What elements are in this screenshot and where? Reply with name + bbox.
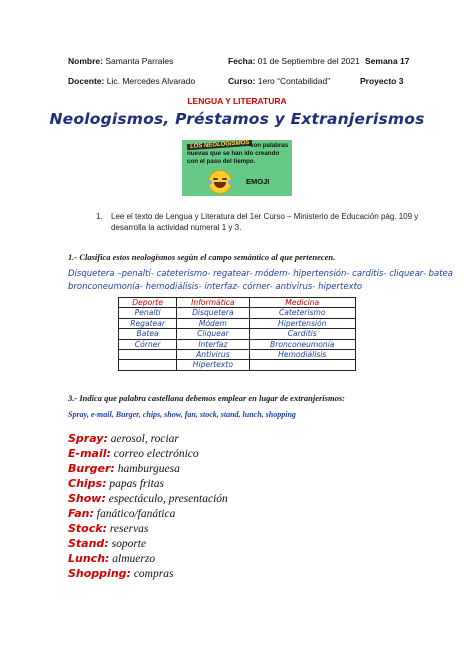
definition-item [68, 506, 175, 522]
table-cell [119, 360, 177, 370]
table-row [119, 339, 356, 349]
extranjerismos-list: Spray, e-mail, Burger, chips, show, fan, stock, stand, lunch, shopping [68, 410, 296, 419]
table-cell: Cliquear [177, 329, 249, 339]
emoji-label: EMOJI [246, 177, 270, 186]
instruction-line-1: Lee el texto de Lengua y Literatura del 1er Curso – Ministerio de Educación pág. 109 y [111, 212, 419, 221]
header-medicina: Medicina [249, 298, 355, 308]
definition-term: Show: [68, 492, 106, 505]
definition-term: Chips: [68, 477, 107, 490]
table-cell: Bronconeumonía [249, 339, 355, 349]
table-cell: Hemodiálisis [249, 350, 355, 360]
word-list-line-1: Disquetera –penalti- cateterismo- regatear- módem- hipertensión- carditis- cliquear- batea [68, 269, 453, 279]
definition-term: Fan: [68, 507, 94, 520]
definition-item [68, 536, 146, 552]
course-label: Curso: [228, 76, 256, 86]
laughing-emoji-icon [208, 170, 232, 194]
definition-value: almuerzo [109, 553, 156, 565]
date-label: Fecha: [228, 56, 256, 66]
definition-item [68, 431, 179, 447]
definition-item [68, 461, 180, 477]
image-text-1: son palabras [250, 142, 289, 149]
definition-item [68, 521, 148, 537]
table-row [119, 318, 356, 328]
definition-item [68, 566, 173, 582]
header-deporte: Deporte [119, 298, 177, 308]
date-value: 01 de Septiembre del 2021 [257, 56, 360, 66]
teacher [68, 76, 195, 86]
image-ribbon: LOS NEOLOGISMOS [187, 140, 253, 150]
date [228, 56, 360, 66]
table-cell: Penalti [119, 308, 177, 318]
instruction-line-2: desarrolla la actividad numeral 1 y 3. [111, 223, 242, 232]
definition-value: correo electrónico [110, 448, 199, 460]
word-list-line-2: bronconeumonía- hemodiálisis- interfaz- córner- antivirus- hipertexto [68, 282, 363, 292]
image-text-3: con el paso del tiempo. [187, 158, 256, 165]
table-cell: Córner [119, 339, 177, 349]
image-text-2: nuevas que se han ido creando [187, 150, 280, 157]
definition-item [68, 491, 228, 507]
table-row [119, 329, 356, 339]
week-label: Semana 17 [365, 56, 410, 66]
course [228, 76, 330, 86]
table-row [119, 350, 356, 360]
definition-value: papas fritas [106, 478, 165, 490]
question-1: 1.- Clasifica estos neologismos según el campo semántico al que pertenecen. [68, 252, 336, 262]
subject-heading: LENGUA Y LITERATURA [187, 96, 287, 106]
instruction-number: 1. [96, 212, 103, 221]
table-cell: Antivirus [177, 350, 249, 360]
neologisms-image [182, 140, 292, 196]
name-label: Nombre: [68, 56, 103, 66]
definition-item [68, 551, 155, 567]
definition-term: Spray: [68, 432, 108, 445]
table-cell: Hipertexto [177, 360, 249, 370]
table-cell: Interfaz [177, 339, 249, 349]
table-cell [249, 360, 355, 370]
definition-value: fanático/fanática [93, 508, 176, 520]
definition-term: Stock: [68, 522, 107, 535]
teacher-label: Docente: [68, 76, 105, 86]
definition-value: soporte [108, 538, 147, 550]
table-cell: Disquetera [177, 308, 249, 318]
name-value: Samanta Parrales [105, 56, 174, 66]
question-3: 3.- Indica que palabra castellana debemos emplear en lugar de extranjerismos: [68, 393, 345, 403]
definition-term: Burger: [68, 462, 115, 475]
definition-term: Stand: [68, 537, 109, 550]
table-cell: Carditis [249, 329, 355, 339]
definition-term: Lunch: [68, 552, 110, 565]
definition-value: aerosol, rociar [107, 433, 179, 445]
project-label: Proyecto 3 [360, 76, 404, 86]
definition-value: reservas [106, 523, 149, 535]
table-cell: Regatear [119, 318, 177, 328]
classification-table [118, 297, 356, 371]
page-title: Neologismos, Préstamos y Extranjerismos [49, 110, 425, 128]
definition-item [68, 476, 164, 492]
week [365, 56, 409, 66]
definition-term: E-mail: [68, 447, 111, 460]
definition-term: Shopping: [68, 567, 131, 580]
table-row [119, 360, 356, 370]
definition-value: espectáculo, presentación [105, 493, 228, 505]
definition-value: hamburguesa [114, 463, 180, 475]
table-row [119, 308, 356, 318]
header-informatica: Informática [177, 298, 249, 308]
course-value: 1ero “Contabilidad” [257, 76, 331, 86]
definition-value: compras [130, 568, 174, 580]
table-cell: Batea [119, 329, 177, 339]
table-cell: Hipertensión [249, 318, 355, 328]
teacher-value: Lic. Mercedes Alvarado [106, 76, 196, 86]
student-name [68, 56, 173, 66]
table-cell [119, 350, 177, 360]
table-cell: Cateterismo [249, 308, 355, 318]
definition-item [68, 446, 199, 462]
project [360, 76, 403, 86]
table-header-row [119, 298, 356, 308]
table-cell: Módem [177, 318, 249, 328]
